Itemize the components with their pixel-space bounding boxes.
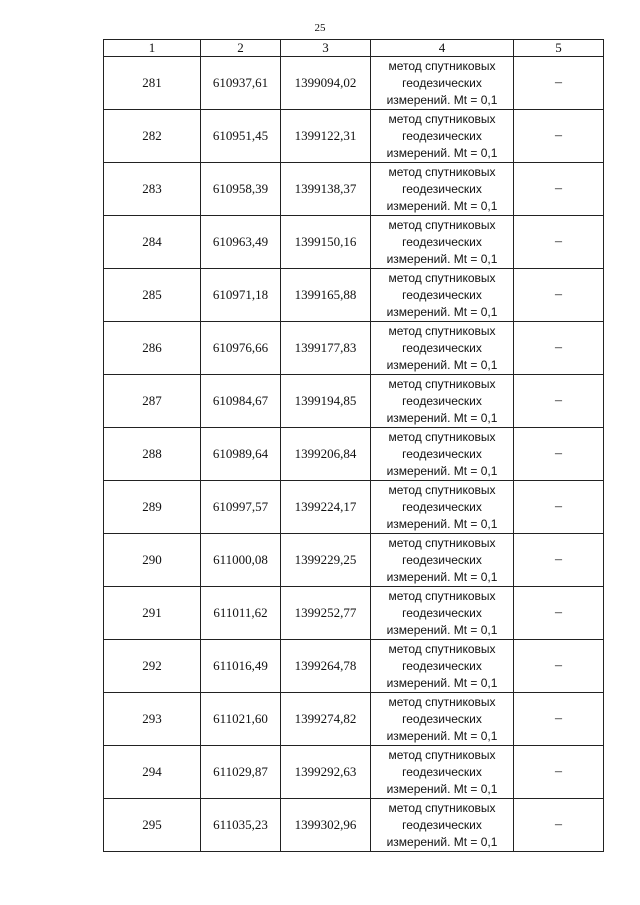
method-line-1: метод спутниковых — [388, 429, 496, 444]
point-number-cell: 285 — [104, 269, 201, 322]
point-number-cell: 291 — [104, 587, 201, 640]
point-number-cell: 287 — [104, 375, 201, 428]
point-number-cell: 293 — [104, 693, 201, 746]
method-line-1: метод спутниковых — [388, 482, 496, 497]
point-number-cell: 284 — [104, 216, 201, 269]
method-cell — [371, 587, 514, 640]
method-line-2: геодезических — [402, 128, 482, 143]
method-line-2: геодезических — [402, 75, 482, 90]
y-coordinate-cell: 1399264,78 — [281, 640, 371, 693]
header-col-1: 1 — [104, 40, 201, 57]
method-line-1: метод спутниковых — [388, 535, 496, 550]
note-cell: – — [514, 216, 604, 269]
method-line-3: измерений. Mt = 0,1 — [386, 834, 498, 849]
header-col-2: 2 — [201, 40, 281, 57]
note-cell: – — [514, 322, 604, 375]
method-line-2: геодезических — [402, 711, 482, 726]
method-cell — [371, 163, 514, 216]
y-coordinate-cell: 1399122,31 — [281, 110, 371, 163]
note-cell: – — [514, 375, 604, 428]
method-line-1: метод спутниковых — [388, 270, 496, 285]
table-row — [104, 375, 604, 428]
method-line-1: метод спутниковых — [388, 588, 496, 603]
method-line-3: измерений. Mt = 0,1 — [386, 145, 498, 160]
note-cell: – — [514, 746, 604, 799]
point-number-cell: 282 — [104, 110, 201, 163]
method-cell — [371, 534, 514, 587]
y-coordinate-cell: 1399177,83 — [281, 322, 371, 375]
method-line-1: метод спутниковых — [388, 747, 496, 762]
method-line-1: метод спутниковых — [388, 641, 496, 656]
method-line-2: геодезических — [402, 658, 482, 673]
method-line-2: геодезических — [402, 340, 482, 355]
point-number-cell: 295 — [104, 799, 201, 852]
note-cell: – — [514, 587, 604, 640]
point-number-cell: 288 — [104, 428, 201, 481]
method-line-1: метод спутниковых — [388, 323, 496, 338]
y-coordinate-cell: 1399252,77 — [281, 587, 371, 640]
page-number: 25 — [314, 22, 326, 34]
method-line-2: геодезических — [402, 234, 482, 249]
table-row — [104, 57, 604, 110]
x-coordinate-cell: 611011,62 — [201, 587, 281, 640]
y-coordinate-cell: 1399224,17 — [281, 481, 371, 534]
method-cell — [371, 746, 514, 799]
table-row — [104, 163, 604, 216]
method-line-3: измерений. Mt = 0,1 — [386, 569, 498, 584]
point-number-cell: 281 — [104, 57, 201, 110]
method-cell — [371, 481, 514, 534]
method-line-3: измерений. Mt = 0,1 — [386, 463, 498, 478]
method-line-3: измерений. Mt = 0,1 — [386, 410, 498, 425]
y-coordinate-cell: 1399094,02 — [281, 57, 371, 110]
coordinates-table — [103, 39, 604, 852]
x-coordinate-cell: 610963,49 — [201, 216, 281, 269]
table-body — [104, 57, 604, 852]
method-cell — [371, 110, 514, 163]
table-row — [104, 481, 604, 534]
x-coordinate-cell: 610951,45 — [201, 110, 281, 163]
point-number-cell: 292 — [104, 640, 201, 693]
x-coordinate-cell: 611016,49 — [201, 640, 281, 693]
method-cell — [371, 322, 514, 375]
table-row — [104, 269, 604, 322]
method-line-3: измерений. Mt = 0,1 — [386, 357, 498, 372]
note-cell: – — [514, 799, 604, 852]
table-row — [104, 110, 604, 163]
method-line-3: измерений. Mt = 0,1 — [386, 516, 498, 531]
method-line-1: метод спутниковых — [388, 58, 496, 73]
note-cell: – — [514, 269, 604, 322]
y-coordinate-cell: 1399302,96 — [281, 799, 371, 852]
method-line-3: измерений. Mt = 0,1 — [386, 622, 498, 637]
method-line-2: геодезических — [402, 181, 482, 196]
method-line-2: геодезических — [402, 393, 482, 408]
method-cell — [371, 640, 514, 693]
note-cell: – — [514, 110, 604, 163]
x-coordinate-cell: 610958,39 — [201, 163, 281, 216]
method-cell — [371, 693, 514, 746]
note-cell: – — [514, 481, 604, 534]
method-line-2: геодезических — [402, 605, 482, 620]
method-line-1: метод спутниковых — [388, 217, 496, 232]
method-line-3: измерений. Mt = 0,1 — [386, 781, 498, 796]
method-line-1: метод спутниковых — [388, 694, 496, 709]
x-coordinate-cell: 610971,18 — [201, 269, 281, 322]
note-cell: – — [514, 163, 604, 216]
table-row — [104, 799, 604, 852]
method-line-3: измерений. Mt = 0,1 — [386, 304, 498, 319]
method-line-3: измерений. Mt = 0,1 — [386, 198, 498, 213]
point-number-cell: 290 — [104, 534, 201, 587]
method-line-1: метод спутниковых — [388, 376, 496, 391]
method-line-2: геодезических — [402, 764, 482, 779]
y-coordinate-cell: 1399292,63 — [281, 746, 371, 799]
y-coordinate-cell: 1399229,25 — [281, 534, 371, 587]
x-coordinate-cell: 610984,67 — [201, 375, 281, 428]
point-number-cell: 289 — [104, 481, 201, 534]
x-coordinate-cell: 610989,64 — [201, 428, 281, 481]
point-number-cell: 286 — [104, 322, 201, 375]
method-cell — [371, 428, 514, 481]
y-coordinate-cell: 1399165,88 — [281, 269, 371, 322]
x-coordinate-cell: 610976,66 — [201, 322, 281, 375]
header-row — [104, 40, 604, 57]
x-coordinate-cell: 611035,23 — [201, 799, 281, 852]
note-cell: – — [514, 428, 604, 481]
header-col-4: 4 — [371, 40, 514, 57]
table-row — [104, 746, 604, 799]
method-line-2: геодезических — [402, 552, 482, 567]
header-col-3: 3 — [281, 40, 371, 57]
y-coordinate-cell: 1399206,84 — [281, 428, 371, 481]
y-coordinate-cell: 1399138,37 — [281, 163, 371, 216]
y-coordinate-cell: 1399150,16 — [281, 216, 371, 269]
table-row — [104, 640, 604, 693]
method-cell — [371, 375, 514, 428]
y-coordinate-cell: 1399274,82 — [281, 693, 371, 746]
x-coordinate-cell: 610997,57 — [201, 481, 281, 534]
method-line-2: геодезических — [402, 287, 482, 302]
table-row — [104, 216, 604, 269]
y-coordinate-cell: 1399194,85 — [281, 375, 371, 428]
method-cell — [371, 269, 514, 322]
table-row — [104, 587, 604, 640]
point-number-cell: 294 — [104, 746, 201, 799]
note-cell: – — [514, 534, 604, 587]
method-line-2: геодезических — [402, 817, 482, 832]
note-cell: – — [514, 693, 604, 746]
method-line-2: геодезических — [402, 446, 482, 461]
table-row — [104, 428, 604, 481]
x-coordinate-cell: 611021,60 — [201, 693, 281, 746]
note-cell: – — [514, 57, 604, 110]
method-line-3: измерений. Mt = 0,1 — [386, 251, 498, 266]
method-line-1: метод спутниковых — [388, 111, 496, 126]
x-coordinate-cell: 611029,87 — [201, 746, 281, 799]
method-line-1: метод спутниковых — [388, 800, 496, 815]
x-coordinate-cell: 611000,08 — [201, 534, 281, 587]
table-row — [104, 534, 604, 587]
method-line-3: измерений. Mt = 0,1 — [386, 675, 498, 690]
method-cell — [371, 799, 514, 852]
method-line-1: метод спутниковых — [388, 164, 496, 179]
method-line-3: измерений. Mt = 0,1 — [386, 92, 498, 107]
table-header — [104, 40, 604, 57]
point-number-cell: 283 — [104, 163, 201, 216]
method-cell — [371, 57, 514, 110]
method-cell — [371, 216, 514, 269]
note-cell: – — [514, 640, 604, 693]
table-row — [104, 322, 604, 375]
header-col-5: 5 — [514, 40, 604, 57]
x-coordinate-cell: 610937,61 — [201, 57, 281, 110]
method-line-2: геодезических — [402, 499, 482, 514]
method-line-3: измерений. Mt = 0,1 — [386, 728, 498, 743]
table-row — [104, 693, 604, 746]
